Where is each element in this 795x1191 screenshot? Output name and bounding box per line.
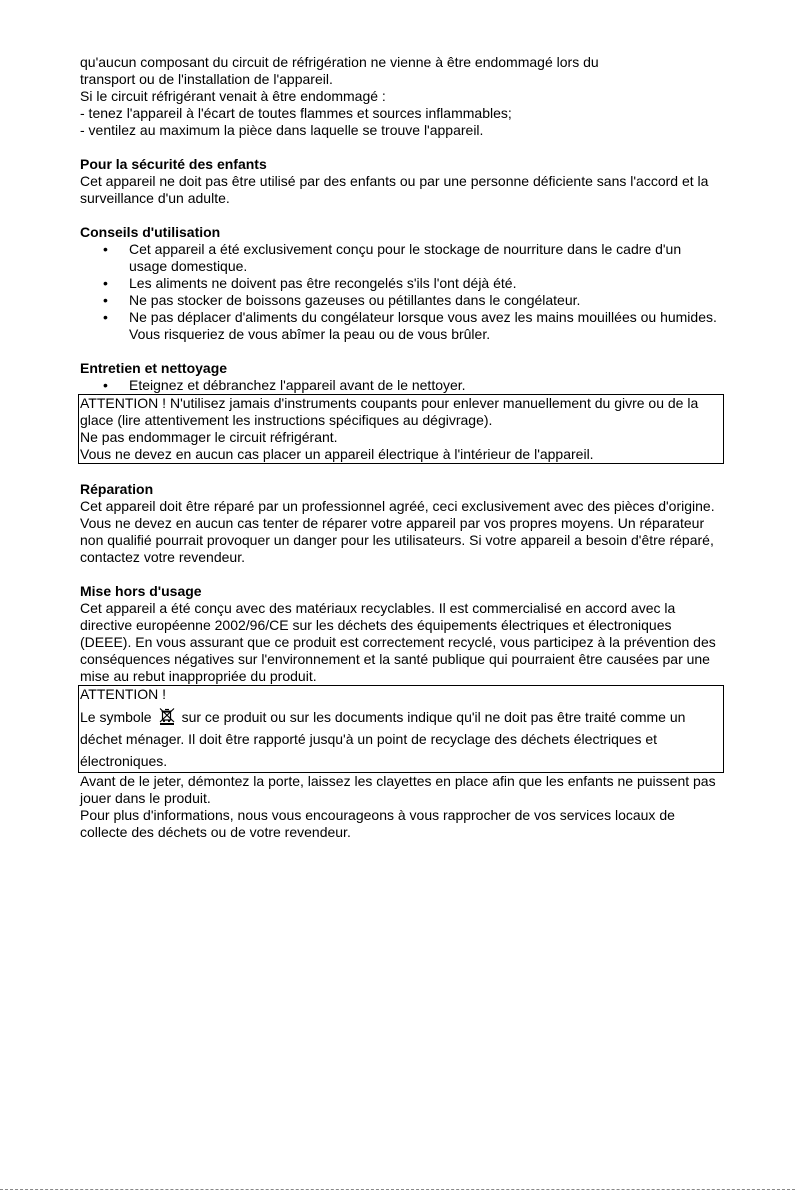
list-item-text: Ne pas stocker de boissons gazeuses ou pétillantes dans le congélateur. xyxy=(129,292,581,308)
crossed-out-bin-icon xyxy=(158,707,176,725)
document-page xyxy=(80,54,722,841)
cleaning-section xyxy=(80,360,722,464)
symbol-text-after: sur ce produit ou sur les documents indique qu'il ne doit pas être traité comme un déchet ménager. Il doit être rapporté jusqu'à un point de recyclage des déchets électriques et électroniques. xyxy=(80,709,686,769)
list-item xyxy=(80,241,722,275)
bullet-icon: • xyxy=(103,275,108,291)
section-heading: Entretien et nettoyage xyxy=(80,360,228,376)
list-item-text: Ne pas déplacer d'aliments du congélateur lorsque vous avez les mains mouillées ou humides. Vous risqueriez de vous abîmer la peau ou de vous brûler. xyxy=(129,309,717,342)
cleaning-warning-box xyxy=(78,394,724,464)
spacer xyxy=(80,566,722,583)
children-safety-section xyxy=(80,156,722,207)
intro-line: Si le circuit réfrigérant venait à être endommagé : xyxy=(80,88,386,104)
section-heading: Réparation xyxy=(80,481,154,497)
spacer xyxy=(80,207,722,224)
list-item-text: Les aliments ne doivent pas être recongelés s'ils l'ont déjà été. xyxy=(129,275,517,291)
cleaning-list xyxy=(80,377,722,394)
list-item xyxy=(80,275,722,292)
warning-text: ATTENTION ! N'utilisez jamais d'instruments coupants pour enlever manuellement du givre ou de la glace (lire attentivement les instructions spécifiques au dégivrage). xyxy=(80,395,699,428)
list-item-text: Eteignez et débranchez l'appareil avant de le nettoyer. xyxy=(129,377,466,393)
usage-list xyxy=(80,241,722,343)
warning-title: ATTENTION ! xyxy=(80,686,167,702)
list-item xyxy=(80,309,722,343)
bullet-icon: • xyxy=(103,241,108,257)
intro-line: - ventilez au maximum la pièce dans laquelle se trouve l'appareil. xyxy=(80,122,484,138)
bullet-icon: • xyxy=(103,377,108,393)
spacer xyxy=(80,343,722,360)
intro-line: qu'aucun composant du circuit de réfrigération ne vienne à être endommagé lors du xyxy=(80,54,599,70)
intro-line: - tenez l'appareil à l'écart de toutes flammes et sources inflammables; xyxy=(80,105,512,121)
weee-symbol-text xyxy=(80,703,722,772)
section-heading: Pour la sécurité des enfants xyxy=(80,156,267,172)
section-heading: Conseils d'utilisation xyxy=(80,224,221,240)
list-item xyxy=(80,292,722,309)
spacer xyxy=(80,139,722,156)
disposal-section xyxy=(80,583,722,841)
warning-text: Ne pas endommager le circuit réfrigérant. xyxy=(80,429,338,445)
disposal-warning-box xyxy=(78,685,724,773)
spacer xyxy=(80,464,722,481)
usage-section xyxy=(80,224,722,343)
intro-section xyxy=(80,54,722,139)
section-text: Pour plus d'informations, nous vous encourageons à vous rapprocher de vos services locaux de collecte des déchets ou de votre revendeur. xyxy=(80,807,675,840)
section-text: Cet appareil ne doit pas être utilisé par des enfants ou par une personne déficiente sans l'accord et la surveillance d'un adulte. xyxy=(80,173,709,206)
section-text: Cet appareil a été conçu avec des matériaux recyclables. Il est commercialisé en accord avec la directive européenne 2002/96/CE sur les déchets des équipements électriques et électroniques (DEEE). En vous assurant que ce produit est correctement recyclé, vous participez à la prévention des conséquences négatives sur l'environnement et la santé publique qui pourraient être causées par une mise au rebut inappropriée du produit. xyxy=(80,600,716,684)
intro-line: transport ou de l'installation de l'appareil. xyxy=(80,71,333,87)
section-text: Cet appareil doit être réparé par un professionnel agréé, ceci exclusivement avec des pièces d'origine. Vous ne devez en aucun cas tenter de réparer votre appareil par vos propres moyens. Un réparateur non qualifié pourrait provoquer un danger pour les utilisateurs. Si votre appareil a besoin d'être réparé, contactez votre revendeur. xyxy=(80,498,715,565)
symbol-text-before: Le symbole xyxy=(80,709,152,725)
section-heading: Mise hors d'usage xyxy=(80,583,202,599)
bullet-icon: • xyxy=(103,292,108,308)
bullet-icon: • xyxy=(103,309,108,325)
warning-text: Vous ne devez en aucun cas placer un appareil électrique à l'intérieur de l'appareil. xyxy=(80,446,594,462)
repair-section xyxy=(80,481,722,566)
section-text: Avant de le jeter, démontez la porte, laissez les clayettes en place afin que les enfants ne puissent pas jouer dans le produit. xyxy=(80,773,716,806)
list-item-text: Cet appareil a été exclusivement conçu pour le stockage de nourriture dans le cadre d'un usage domestique. xyxy=(129,241,682,274)
list-item xyxy=(80,377,722,394)
